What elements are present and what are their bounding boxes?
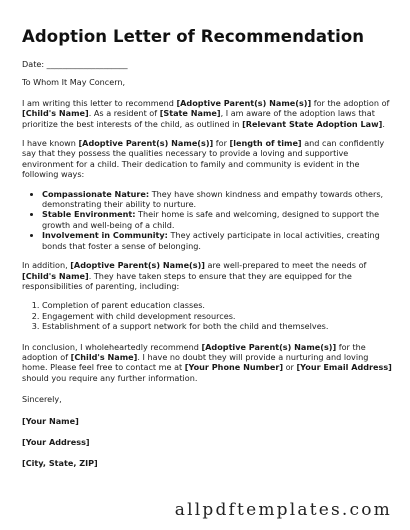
letter-title: Adoption Letter of Recommendation — [22, 27, 365, 46]
quality-name: Stable Environment: — [42, 209, 136, 220]
list-item: 1. Completion of parent education classes. — [42, 300, 392, 310]
text: . — [382, 118, 385, 129]
closing: Sincerely, — [22, 394, 62, 405]
text: for the adoption of — [311, 97, 390, 108]
placeholder-parent-names: [Adoptive Parent(s) Name(s)] — [70, 260, 205, 271]
list-item — [42, 209, 392, 230]
text: , I am aware of the adoption laws that prioritize the best interests of the child, as outlined in — [22, 108, 375, 129]
placeholder-parent-names: [Adoptive Parent(s) Name(s)] — [176, 97, 312, 108]
list-item: 3. Establishment of a support network for both the child and themselves. — [42, 321, 392, 331]
paragraph-addition — [22, 260, 392, 291]
signature-address: [Your Address] — [22, 436, 90, 447]
letter-document — [22, 27, 392, 469]
qualities-list — [22, 189, 392, 251]
signature-name: [Your Name] — [22, 415, 79, 426]
quality-text: They actively participate in local activities, creating bonds that foster a sense of belonging. — [42, 230, 380, 251]
placeholder-state-name: [State Name] — [159, 108, 221, 119]
placeholder-email: [Your Email Address] — [296, 362, 392, 373]
text: should you require any further information. — [22, 372, 198, 383]
quality-name: Involvement in Community: — [42, 230, 168, 241]
list-item — [42, 189, 392, 210]
text: In conclusion, I wholeheartedly recommend — [22, 341, 202, 352]
text: are well-prepared to meet the needs of — [204, 260, 367, 271]
text: . As a resident of — [88, 108, 160, 119]
steps-list — [22, 300, 392, 331]
list-item: 2. Engagement with child development resources. — [42, 311, 392, 321]
site-watermark: allpdftemplates.com — [174, 500, 392, 520]
paragraph-conclusion — [22, 342, 392, 384]
placeholder-child-name: [Child's Name] — [22, 270, 89, 281]
placeholder-phone: [Your Phone Number] — [184, 362, 284, 373]
placeholder-parent-names: [Adoptive Parent(s) Name(s)] — [78, 138, 214, 149]
placeholder-child-name: [Child's Name] — [70, 351, 138, 362]
placeholder-length-of-time: [length of time] — [229, 138, 302, 149]
date-line — [22, 59, 392, 69]
text: I have known — [22, 138, 79, 149]
date-label: Date: — [22, 59, 45, 69]
paragraph-intro — [22, 98, 392, 129]
quality-name: Compassionate Nature: — [42, 188, 150, 199]
text: In addition, — [22, 260, 71, 271]
text: . They have taken steps to ensure that they are equipped for the responsibilities of parenting, including: — [22, 270, 352, 291]
quality-text: Their home is safe and welcoming, designed to support the growth and well-being of a child. — [42, 209, 380, 230]
text: or — [283, 362, 297, 373]
quality-text: They have shown kindness and empathy towards others, demonstrating their ability to nurture. — [42, 188, 384, 210]
text: for the adoption of — [22, 341, 366, 362]
text: I am writing this letter to recommend — [22, 97, 177, 108]
signature-city: [City, State, ZIP] — [22, 458, 98, 469]
placeholder-parent-names: [Adoptive Parent(s) Name(s)] — [201, 341, 337, 352]
paragraph-known — [22, 138, 392, 180]
placeholder-child-name: [Child's Name] — [22, 108, 89, 119]
date-blank: ____________________ — [46, 59, 128, 69]
text: for — [213, 138, 230, 149]
text: and can confidently say that they possess the qualities necessary to provide a loving and supportive environment for a child. Their dedication to family and community is evident in the following ways: — [22, 138, 385, 180]
list-item — [42, 230, 392, 251]
greeting: To Whom It May Concern, — [22, 77, 126, 88]
placeholder-state-law: [Relevant State Adoption Law] — [242, 118, 383, 129]
text: . I have no doubt they will provide a nurturing and loving home. Please feel free to contact me at — [22, 351, 369, 373]
